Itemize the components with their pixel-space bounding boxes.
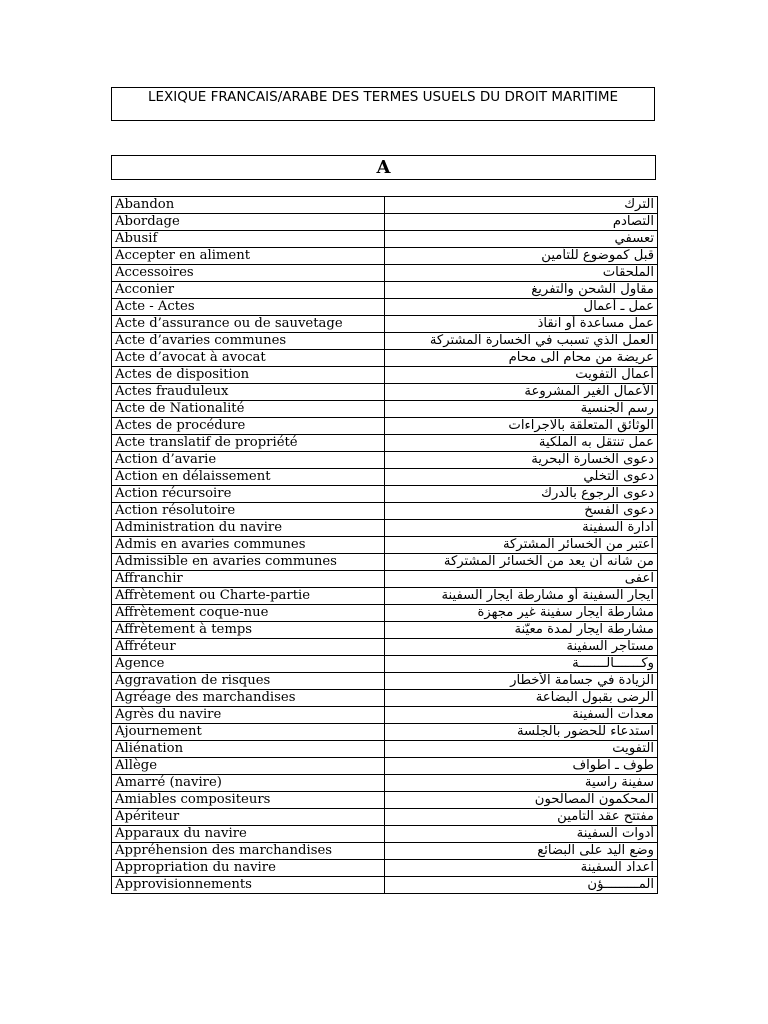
arabic-term: عمل ـ أعمال xyxy=(385,299,658,316)
table-row xyxy=(112,367,658,384)
table-row xyxy=(112,656,658,673)
french-term: Action d’avarie xyxy=(112,452,385,469)
french-term: Affrètement coque-nue xyxy=(112,605,385,622)
table-row xyxy=(112,554,658,571)
arabic-term: وكـــــــالـــــــة xyxy=(385,656,658,673)
table-row xyxy=(112,809,658,826)
table-row xyxy=(112,792,658,809)
table-row xyxy=(112,418,658,435)
arabic-term: تعسفي xyxy=(385,231,658,248)
table-row xyxy=(112,639,658,656)
table-row xyxy=(112,860,658,877)
french-term: Actes de procédure xyxy=(112,418,385,435)
table-row xyxy=(112,622,658,639)
french-term: Action en délaissement xyxy=(112,469,385,486)
table-row xyxy=(112,435,658,452)
arabic-term: مفتتح عقد التأمين xyxy=(385,809,658,826)
table-row xyxy=(112,299,658,316)
table-row xyxy=(112,265,658,282)
french-term: Affranchir xyxy=(112,571,385,588)
french-term: Amarré (navire) xyxy=(112,775,385,792)
arabic-term: ايجار السفينة أو مشارطة ايجار السفينة xyxy=(385,588,658,605)
french-term: Agrès du navire xyxy=(112,707,385,724)
arabic-term: اعداد السفينة xyxy=(385,860,658,877)
french-term: Aggravation de risques xyxy=(112,673,385,690)
section-letter: A xyxy=(111,155,656,180)
lexicon-table xyxy=(111,196,658,894)
french-term: Amiables compositeurs xyxy=(112,792,385,809)
arabic-term: استدعاء للحضور بالجلسة xyxy=(385,724,658,741)
arabic-term: عمل تنتقل به الملكية xyxy=(385,435,658,452)
french-term: Acte d’avocat à avocat xyxy=(112,350,385,367)
table-row xyxy=(112,877,658,894)
french-term: Affrètement à temps xyxy=(112,622,385,639)
table-row xyxy=(112,282,658,299)
french-term: Acconier xyxy=(112,282,385,299)
arabic-term: دعوى الرجوع بالدرك xyxy=(385,486,658,503)
french-term: Actes de disposition xyxy=(112,367,385,384)
arabic-term: المحكمون المصالحون xyxy=(385,792,658,809)
french-term: Accessoires xyxy=(112,265,385,282)
french-term: Acte d’assurance ou de sauvetage xyxy=(112,316,385,333)
arabic-term: دعوى الخسارة البحرية xyxy=(385,452,658,469)
lexicon-table-body xyxy=(112,197,658,894)
french-term: Affrètement ou Charte-partie xyxy=(112,588,385,605)
arabic-term: عمل مساعدة أو انقاذ xyxy=(385,316,658,333)
arabic-term: العمل الذي تسبب في الخسارة المشتركة xyxy=(385,333,658,350)
french-term: Admis en avaries communes xyxy=(112,537,385,554)
arabic-term: الزيادة في جسامة الأخطار xyxy=(385,673,658,690)
french-term: Accepter en aliment xyxy=(112,248,385,265)
table-row xyxy=(112,537,658,554)
arabic-term: دعوى التخلي xyxy=(385,469,658,486)
table-row xyxy=(112,503,658,520)
french-term: Apparaux du navire xyxy=(112,826,385,843)
table-row xyxy=(112,214,658,231)
table-row xyxy=(112,197,658,214)
arabic-term: ادارة السفينة xyxy=(385,520,658,537)
table-row xyxy=(112,350,658,367)
arabic-term: دعوى الفسخ xyxy=(385,503,658,520)
french-term: Acte - Actes xyxy=(112,299,385,316)
table-row xyxy=(112,571,658,588)
french-term: Aliénation xyxy=(112,741,385,758)
arabic-term: طوف ـ اطواف xyxy=(385,758,658,775)
french-term: Acte de Nationalité xyxy=(112,401,385,418)
table-row xyxy=(112,520,658,537)
table-row xyxy=(112,826,658,843)
table-row xyxy=(112,401,658,418)
lexicon-title: LEXIQUE FRANCAIS/ARABE DES TERMES USUELS DU DROIT MARITIME xyxy=(111,87,655,121)
french-term: Acte translatif de propriété xyxy=(112,435,385,452)
table-row xyxy=(112,843,658,860)
french-term: Actes frauduleux xyxy=(112,384,385,401)
french-term: Agréage des marchandises xyxy=(112,690,385,707)
arabic-term: أدوات السفينة xyxy=(385,826,658,843)
table-row xyxy=(112,775,658,792)
french-term: Agence xyxy=(112,656,385,673)
table-row xyxy=(112,588,658,605)
french-term: Acte d’avaries communes xyxy=(112,333,385,350)
arabic-term: المـــــــــؤن xyxy=(385,877,658,894)
table-row xyxy=(112,724,658,741)
arabic-term: التصادم xyxy=(385,214,658,231)
arabic-term: اعتبر من الخسائر المشتركة xyxy=(385,537,658,554)
table-row xyxy=(112,690,658,707)
french-term: Approvisionnements xyxy=(112,877,385,894)
french-term: Action résolutoire xyxy=(112,503,385,520)
table-row xyxy=(112,469,658,486)
french-term: Allège xyxy=(112,758,385,775)
french-term: Ajournement xyxy=(112,724,385,741)
arabic-term: سفينة راسية xyxy=(385,775,658,792)
french-term: Abusif xyxy=(112,231,385,248)
arabic-term: الترك xyxy=(385,197,658,214)
table-row xyxy=(112,452,658,469)
arabic-term: الوثائق المتعلقة بالاجراءات xyxy=(385,418,658,435)
table-row xyxy=(112,605,658,622)
table-row xyxy=(112,707,658,724)
french-term: Administration du navire xyxy=(112,520,385,537)
table-row xyxy=(112,741,658,758)
french-term: Admissible en avaries communes xyxy=(112,554,385,571)
french-term: Appréhension des marchandises xyxy=(112,843,385,860)
french-term: Abordage xyxy=(112,214,385,231)
table-row xyxy=(112,248,658,265)
french-term: Action récursoire xyxy=(112,486,385,503)
arabic-term: مشارطة ايجار لمدة معيّنة xyxy=(385,622,658,639)
arabic-term: مشارطة ايجار سفينة غير مجهزة xyxy=(385,605,658,622)
arabic-term: مستأجر السفينة xyxy=(385,639,658,656)
french-term: Affréteur xyxy=(112,639,385,656)
arabic-term: الرضى بقبول البضاعة xyxy=(385,690,658,707)
table-row xyxy=(112,384,658,401)
table-row xyxy=(112,316,658,333)
table-row xyxy=(112,231,658,248)
arabic-term: الأعمال الغير المشروعة xyxy=(385,384,658,401)
arabic-term: الملحقات xyxy=(385,265,658,282)
arabic-term: أعمال التفويت xyxy=(385,367,658,384)
arabic-term: رسم الجنسية xyxy=(385,401,658,418)
arabic-term: من شأنه أن يعد من الخسائر المشتركة xyxy=(385,554,658,571)
arabic-term: معدات السفينة xyxy=(385,707,658,724)
arabic-term: اعفى xyxy=(385,571,658,588)
french-term: Appropriation du navire xyxy=(112,860,385,877)
table-row xyxy=(112,333,658,350)
table-row xyxy=(112,758,658,775)
french-term: Abandon xyxy=(112,197,385,214)
table-row xyxy=(112,673,658,690)
arabic-term: مقاول الشحن والتفريغ xyxy=(385,282,658,299)
arabic-term: عريضة من محام الى محام xyxy=(385,350,658,367)
french-term: Apériteur xyxy=(112,809,385,826)
arabic-term: التفويت xyxy=(385,741,658,758)
arabic-term: وضع اليد على البضائع xyxy=(385,843,658,860)
arabic-term: قبل كموضوع للتأمين xyxy=(385,248,658,265)
table-row xyxy=(112,486,658,503)
